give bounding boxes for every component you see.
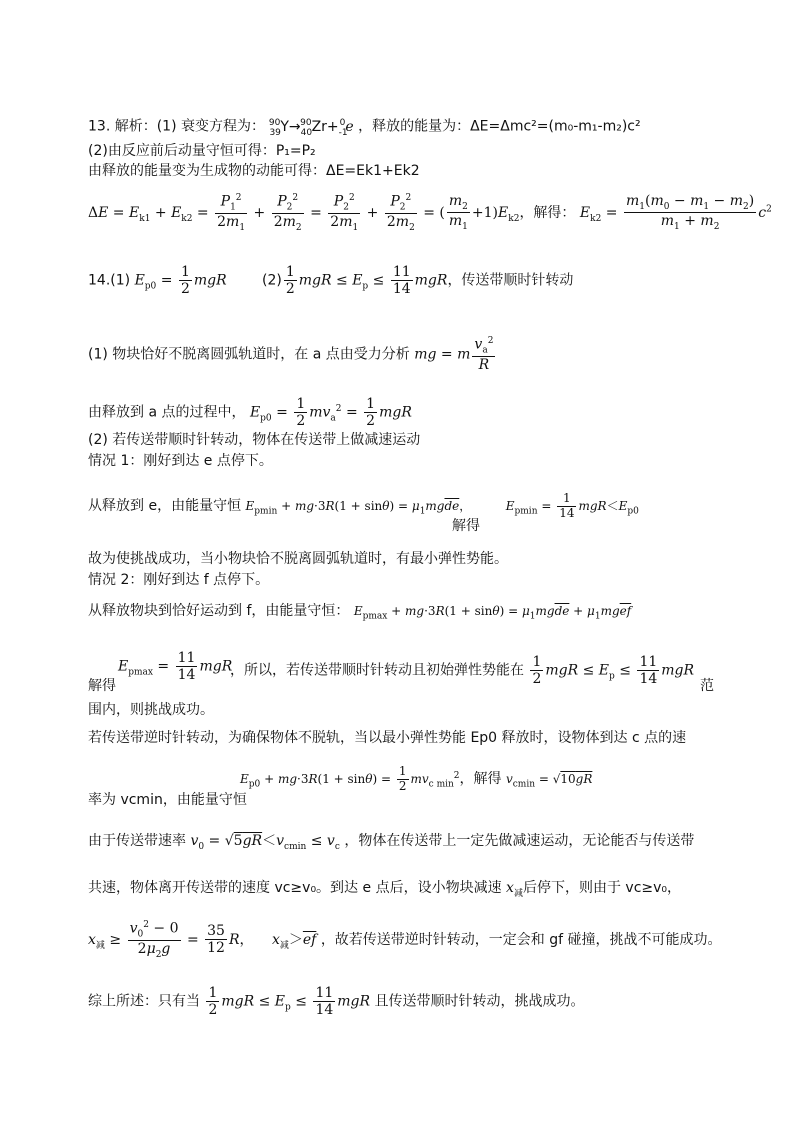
q14-p5-solve: 解得: [452, 518, 480, 534]
q14-p15-text: ，故若传送带逆时针转动，一定会和 gf 碰撞，挑战不可能成功。: [320, 931, 722, 948]
q14-p13: 由于传送带速率 $v_0 = √5gR<v_{cmin} \le v_c$ ，物体在传送带上一定先做减速运动，无论能否与传送带: [88, 833, 695, 852]
q14-p8-text: 从释放物块到恰好运动到 f，由能量守恒：: [88, 603, 350, 619]
q14-p10: 围内，则挑战成功。: [88, 702, 214, 718]
q14-p14: 共速，物体离开传送带的速度 vc≥v₀。到达 e 点后，设小物块减速 $x_减$后停下，则由于 vc≥v₀，: [88, 880, 682, 899]
q14-p9-solve: 解得: [88, 678, 116, 694]
q14-p14-text-b: 后停下，则由于 vc≥v₀，: [522, 880, 682, 896]
q14-answer-1: 14.(1) $E_{p0}$ = $\frac{1}{2}$ mgR: [88, 264, 227, 298]
q13-derivation: $\Delta E = E_{k1} + E_{k2}$ = $\frac{P_1^2}{2m_1}$ + $\frac{P_2^2}{2m_2}$ = $\frac{P_2^2}{2m_1}$ + $\frac{P_2^2}{2m_2}$ = ( $\frac{m_2}{m_1}$ $+1)E_{k2}$，解得： $E_{k2}$ = $\frac{m_1(m_0 - m_1 - m_2)}{m_1 + m_2}$ $c^2$: [88, 193, 772, 233]
q14-p2-text: 由释放到 a 点的过程中，: [88, 404, 246, 421]
q14-p13-text-a: 由于传送带速率: [88, 833, 186, 849]
q14-p8: 从释放物块到恰好运动到 f，由能量守恒： $E_{pmax} + mg\cdot 3R(1 + \sin\theta) = \mu_1mg\overline{de} + \mu_1mg\overline{ef}$: [88, 603, 632, 622]
q14-p9-text: ，所以，若传送带顺时针转动且初始弹性势能在: [230, 662, 524, 679]
q14-p1-text: (1) 物块恰好不脱离圆弧轨道时，在 a 点由受力分析: [88, 346, 410, 363]
q14-p9: ，所以，若传送带顺时针转动且初始弹性势能在 $\frac{1}{2}$ mgR ≤ $E_p$ ≤ $\frac{11}{14}$ mgR: [230, 654, 695, 688]
q14-p12-solve: ，解得: [459, 770, 502, 787]
q14-ans2-tail: ，传送带顺时针转动: [447, 272, 574, 289]
q13-momentum: (2)由反应前后动量守恒可得：P₁=P₂: [88, 143, 316, 159]
q14-p16: 综上所述：只有当 $\frac{1}{2}$ mgR ≤ $E_p$ ≤ $\frac{11}{14}$ mgR 且传送带顺时针转动，挑战成功。: [88, 985, 585, 1019]
q14-p12-eq: $E_{p0} + mg\cdot 3R(1 + \sin\theta)$ = $\frac{1}{2}$ $mv_{c min}^2$，解得 $v_{cmin} = √10gR$: [240, 764, 593, 793]
q14-p12: 率为 vcmin，由能量守恒: [88, 792, 247, 808]
q13-line1: [88, 118, 641, 139]
q14-p1: (1) 物块恰好不脱离圆弧轨道时，在 a 点由受力分析 mg = m $\frac{v_a^2}{R}$: [88, 336, 494, 373]
q14-label: 14.(1): [88, 272, 131, 289]
q14-p9-end: 范: [700, 678, 714, 694]
q14-p6: 故为使挑战成功，当小物块恰不脱离圆弧轨道时，有最小弹性势能。: [88, 551, 508, 567]
q14-p14-text: 共速，物体离开传送带的速度 vc≥v₀。到达 e 点后，设小物块减速: [88, 880, 502, 896]
q14-p3: (2) 若传送带顺时针转动，物体在传送带上做减速运动: [88, 432, 421, 448]
decay-equation: $_{39}^{90}Y\to_{40}^{90}Zr+_{-1}^0e$: [268, 118, 354, 138]
q14-p4: 情况 1：刚好到达 e 点停下。: [88, 453, 273, 469]
q14-p5-text: 从释放到 e，由能量守恒: [88, 497, 242, 514]
q14-answer-2: (2) $\frac{1}{2}$ mgR ≤ $E_p$ ≤ $\frac{11}{14}$ mgR，传送带顺时针转动: [262, 264, 574, 298]
q14-p16-text-a: 综上所述：只有当: [88, 993, 200, 1010]
q14-p2: 由释放到 a 点的过程中， $E_{p0}$ = $\frac{1}{2}$ $mv_a^2$ = $\frac{1}{2}$ mgR: [88, 396, 412, 430]
q14-p5: 从释放到 e，由能量守恒 $E_{pmin} + mg\cdot 3R(1 + \sin\theta) = \mu_1mg\overline{de}$， $E_{pmin}$ = $\frac{1}{14}$ $mgR<E_{p0}$: [88, 491, 639, 520]
q13-energy: ，释放的能量为：ΔE=Δmc²=(m₀-m₁-m₂)c²: [358, 118, 641, 135]
q14-p7: 情况 2：刚好到达 f 点停下。: [88, 572, 270, 588]
q14-p16-text-b: 且传送带顺时针转动，挑战成功。: [374, 993, 585, 1010]
q14-p9-epmax: $E_{pmax}$ = $\frac{11}{14}$ mgR: [118, 650, 233, 684]
q13-intro: 13. 解析：(1) 衰变方程为：: [88, 118, 265, 135]
q14-p13-text-b: ，物体在传送带上一定先做减速运动，无论能否与传送带: [344, 833, 695, 849]
q13-energy-split: 由释放的能量变为生成物的动能可得：ΔE=Ek1+Ek2: [88, 163, 420, 179]
q14-p11: 若传送带逆时针转动，为确保物体不脱轨，当以最小弹性势能 Ep0 释放时，设物体到达 c 点的速: [88, 730, 687, 746]
q14-p15: $x_减$ ≥ $\frac{v_0^2 - 0}{2\mu_2g}$ = $\frac{35}{12}$ R， $x_减>\overline{ef}$ ，故若传送带逆时针转动，一定会和 gf 碰撞，挑战不可能成功。: [88, 920, 722, 960]
q13-solve-label: ，解得：: [519, 204, 576, 221]
q14-ans2-label: (2): [262, 272, 282, 289]
